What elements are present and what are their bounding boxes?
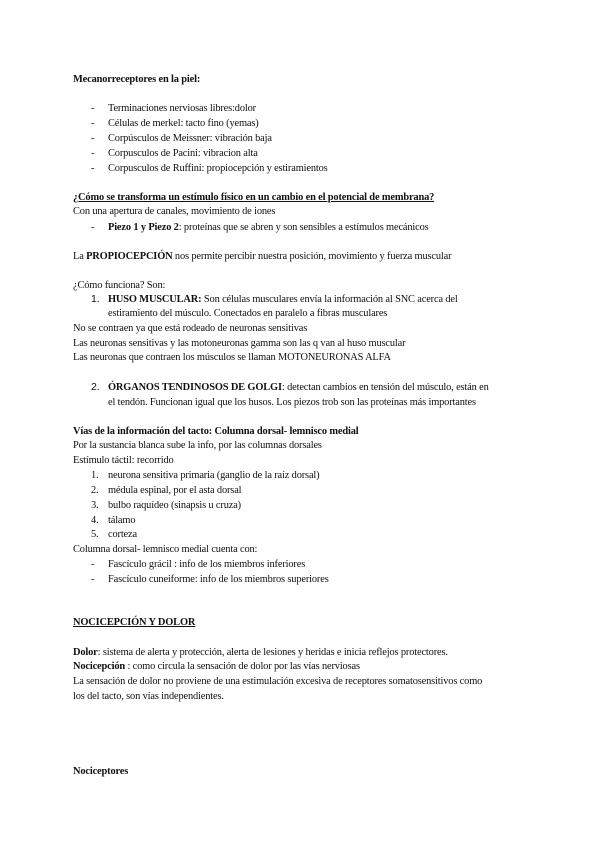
- nocicepcion-definition: : como circula la sensación de dolor por las vías nerviosas: [125, 661, 360, 672]
- step-number: 4.: [91, 515, 99, 526]
- step-item: neurona sensitiva primaria (ganglio de la raíz dorsal): [108, 470, 320, 481]
- bullet-dash: -: [91, 133, 95, 144]
- step-number: 1.: [91, 470, 99, 481]
- golgi-definition: : detectan cambios en tensión del músculo, están en: [281, 382, 489, 393]
- note-line: Las neuronas sensitivas y las motoneuronas gamma son las q van al huso muscular: [73, 338, 406, 349]
- step-number: 3.: [91, 500, 99, 511]
- nocicepcion-heading: NOCICEPCIÓN Y DOLOR: [73, 617, 196, 628]
- bullet-dash: -: [91, 559, 95, 570]
- step-number: 5.: [91, 529, 99, 540]
- propiocepcion-line: [73, 250, 451, 263]
- propiocepcion-definition: nos permite percibir nuestra posición, movimiento y fuerza muscular: [172, 251, 452, 262]
- step-item: corteza: [108, 529, 137, 540]
- dolor-line: [73, 646, 448, 659]
- list-item: Células de merkel: tacto fino (yemas): [108, 118, 259, 129]
- bullet-dash: -: [91, 103, 95, 114]
- bullet-dash: -: [91, 163, 95, 174]
- golgi-term: ÓRGANOS TENDINOSOS DE GOLGI: [108, 382, 282, 393]
- vias-tacto-heading: Vías de la información del tacto: Columna dorsal- lemnisco medial: [73, 426, 359, 437]
- propiocepcion-term: PROPIOCEPCIÓN: [86, 251, 173, 262]
- step-number: 2.: [91, 485, 99, 496]
- list-item: Corpúsculos de Meissner: vibración baja: [108, 133, 272, 144]
- how-works-question: ¿Cómo funciona? Son:: [73, 280, 166, 291]
- bullet-dash: -: [91, 574, 95, 585]
- step-item: tálamo: [108, 515, 136, 526]
- paragraph-line: los del tacto, son vías independientes.: [73, 691, 224, 702]
- note-line: No se contraen ya que está rodeado de neuronas sensitivas: [73, 323, 308, 334]
- bullet-dash: -: [91, 148, 95, 159]
- paragraph-line: La sensación de dolor no proviene de una estimulación excesiva de receptores somatosensitivos como: [73, 676, 483, 687]
- fasciculo-item: Fascículo cuneiforme: info de los miembros superiores: [108, 574, 329, 585]
- list-item: Terminaciones nerviosas libres:dolor: [108, 103, 256, 114]
- list-item: Corpusculos de Pacini: vibracion alta: [108, 148, 258, 159]
- vias-line: Por la sustancia blanca sube la info, por las columnas dorsales: [73, 440, 322, 451]
- huso-muscular-term: HUSO MUSCULAR:: [108, 294, 202, 305]
- huso-muscular-continuation: estiramiento del músculo. Conectados en paralelo a fibras musculares: [108, 308, 388, 319]
- huso-muscular-line: [108, 293, 458, 306]
- huso-muscular-definition: Son células musculares envía la información al SNC acerca del: [201, 294, 458, 305]
- note-line: Las neuronas que contraen los músculos se llaman MOTONEURONAS ALFA: [73, 352, 391, 363]
- fasciculo-item: Fascículo grácil : info de los miembros inferiores: [108, 559, 306, 570]
- piezo-line: [108, 221, 429, 234]
- dolor-term: Dolor: [73, 647, 98, 658]
- nocicepcion-line: [73, 660, 360, 673]
- membrane-answer: Con una apertura de canales, movimiento de iones: [73, 206, 276, 217]
- list-number: 2.: [91, 381, 100, 393]
- list-item: Corpusculos de Ruffini: propiocepción y estiramientos: [108, 163, 328, 174]
- piezo-term: Piezo 1 y Piezo 2: [108, 222, 179, 233]
- bullet-dash: -: [91, 222, 95, 233]
- vias-line: Estímulo táctil: recorrido: [73, 455, 174, 466]
- golgi-continuation: el tendón. Funcionan igual que los husos. Los piezos trob son las proteínas más importantes: [108, 397, 476, 408]
- bullet-dash: -: [91, 118, 95, 129]
- dolor-definition: : sistema de alerta y protección, alerta de lesiones y heridas e inicia reflejos protectores.: [97, 647, 448, 658]
- step-item: bulbo raquídeo (sinapsis u cruza): [108, 500, 241, 511]
- vias-line: Columna dorsal- lemnisco medial cuenta con:: [73, 544, 258, 555]
- piezo-definition: : proteínas que se abren y son sensibles a estímulos mecánicos: [178, 222, 429, 233]
- nociceptores-heading: Nociceptores: [73, 766, 129, 777]
- list-number: 1.: [91, 293, 100, 305]
- propiocepcion-pre: La: [73, 251, 87, 262]
- membrane-question: ¿Cómo se transforma un estímulo físico en un cambio en el potencial de membrana?: [73, 192, 435, 203]
- golgi-line: [108, 381, 489, 394]
- mecanorreceptores-heading: Mecanorreceptores en la piel:: [73, 74, 201, 85]
- nocicepcion-term: Nocicepción: [73, 661, 126, 672]
- step-item: médula espinal, por el asta dorsal: [108, 485, 242, 496]
